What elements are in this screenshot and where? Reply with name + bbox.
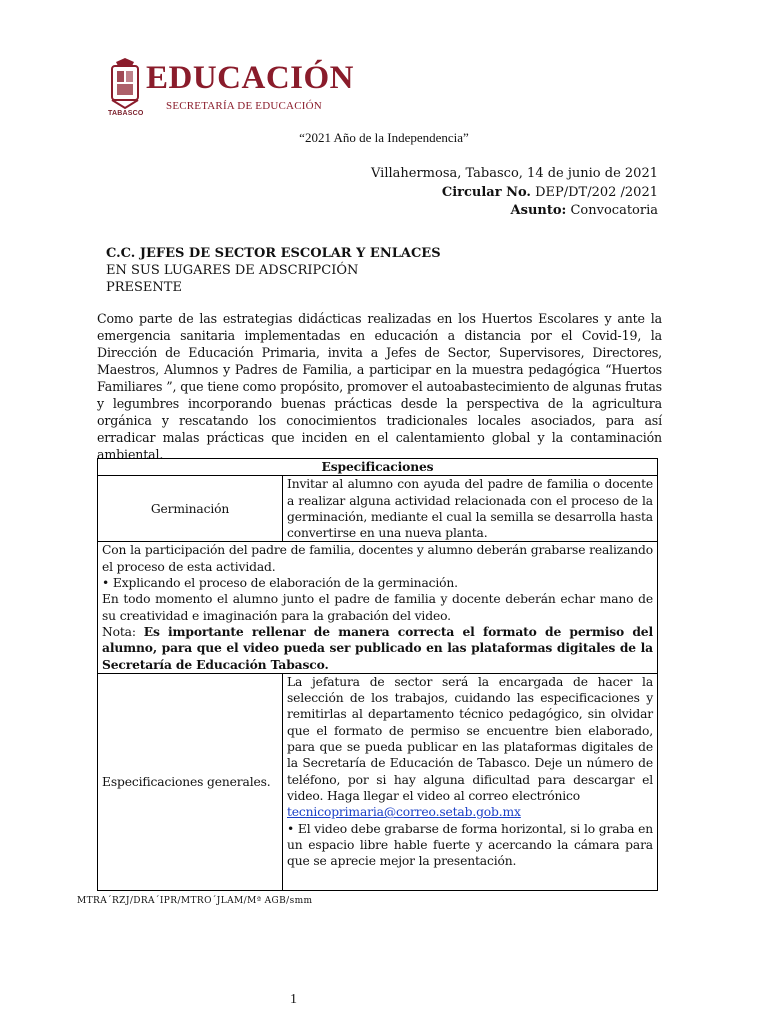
subject bbox=[371, 202, 658, 221]
note-text: Es importante rellenar de manera correcta el formato de permiso del alumno, para que el video pueda ser publicado en las plataformas digitales de la Secretaría de Educación Tabasco. bbox=[102, 623, 654, 672]
addressee-line-1: C.C. JEFES DE SECTOR ESCOLAR Y ENLACES bbox=[106, 246, 441, 261]
horizontal-video-note: • El video debe grabarse de forma horizontal, si lo graba en un espacio libre hable fuerte y acercando la cámara para que se aprecie mejor la presentación. bbox=[287, 821, 653, 869]
germination-label: Germinación bbox=[98, 476, 283, 542]
addressee-block bbox=[106, 245, 441, 296]
circular-number bbox=[371, 184, 658, 203]
procedure-creativity: En todo momento el alumno junto el padre de familia y docente deberán echar mano de su creatividad e imaginación para la grabación del video. bbox=[102, 592, 653, 623]
logo-title: EDUCACIÓN bbox=[146, 60, 355, 96]
tabasco-seal-icon bbox=[108, 58, 142, 116]
circular-value: DEP/DT/202 /2021 bbox=[530, 184, 658, 200]
note-label: Nota: bbox=[102, 624, 144, 639]
education-logo bbox=[108, 58, 358, 120]
year-motto: “2021 Año de la Independencia” bbox=[299, 130, 469, 145]
circular-label: Circular No. bbox=[441, 184, 531, 200]
table-header: Especificaciones bbox=[98, 459, 658, 476]
letter-header bbox=[371, 165, 658, 221]
subject-value: Convocatoria bbox=[566, 203, 658, 218]
procedure-bullet: • Explicando el proceso de elaboración de la germinación. bbox=[102, 576, 458, 591]
germination-text: Invitar al alumno con ayuda del padre de familia o docente a realizar alguna actividad relacionada con el proceso de la germinación, mediante el cual la semilla se desarrolla hasta convertirse en una nueva planta. bbox=[283, 476, 658, 542]
general-spec-cell bbox=[283, 673, 658, 890]
addressee-line-3: PRESENTE bbox=[106, 280, 182, 295]
logo-subtitle: SECRETARÍA DE EDUCACIÓN bbox=[166, 100, 322, 112]
general-spec-label: Especificaciones generales. bbox=[98, 673, 283, 890]
state-label: TABASCO bbox=[108, 110, 144, 117]
email-link[interactable]: tecnicoprimaria@correo.setab.gob.mx bbox=[287, 805, 521, 820]
reference-initials: MTRA´RZJ/DRA´IPR/MTRO´JLAM/Mª AGB/smm bbox=[77, 896, 313, 906]
procedure-paragraph: Con la participación del padre de familia, docentes y alumno deberán grabarse realizando el proceso de esta actividad. bbox=[102, 543, 653, 574]
addressee-line-2: EN SUS LUGARES DE ADSCRIPCIÓN bbox=[106, 263, 359, 278]
place-date: Villahermosa, Tabasco, 14 de junio de 2021 bbox=[371, 166, 658, 181]
general-spec-paragraph: La jefatura de sector será la encargada de hacer la selección de los trabajos, cuidando las especificaciones y remitirlas al departamento técnico pedagógico, sin olvidar que el formato de permiso se encuentre bien elaborado, para que se pueda publicar en las plataformas digitales de la Secretaría de Educación de Tabasco. Deje un número de teléfono, por si hay alguna dificultad para descargar el video. Haga llegar el video al correo electrónico bbox=[287, 674, 653, 803]
body-paragraph: Como parte de las estrategias didácticas realizadas en los Huertos Escolares y ante la emergencia sanitaria implementadas en educación a distancia por el Covid-19, la Dirección de Educación Primaria, invita a Jefes de Sector, Supervisores, Directores, Maestros, Alumnos y Padres de Familia, a participar en la muestra pedagógica “Huertos Familiares ”, que tiene como propósito, promover el autoabastecimiento de algunas frutas y legumbres incorporando buenas prácticas desde la perspectiva de la agricultura orgánica y rescatando los conocimientos tradicionales locales asociados, para así erradicar malas prácticas que inciden en el calentamiento global y la contaminación ambiental. bbox=[97, 311, 662, 462]
specifications-table bbox=[97, 458, 658, 891]
procedure-cell bbox=[98, 542, 658, 673]
page-number: 1 bbox=[290, 992, 297, 1007]
subject-label: Asunto: bbox=[510, 203, 567, 218]
permission-note bbox=[102, 624, 653, 673]
